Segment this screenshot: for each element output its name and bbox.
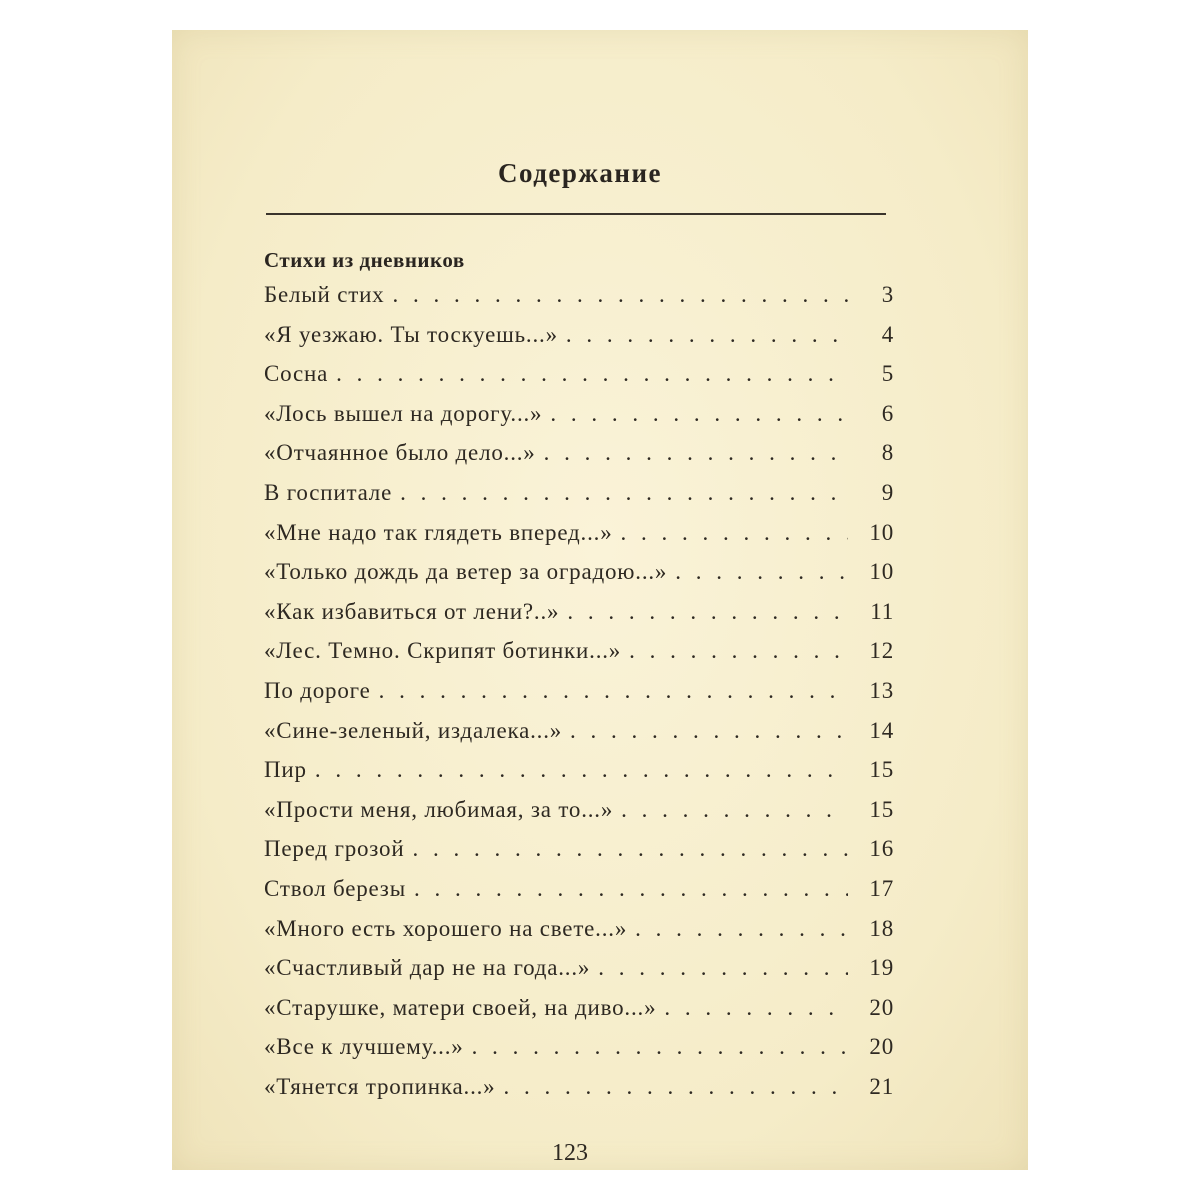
dot-leader (566, 322, 848, 348)
toc-entry-page: 21 (869, 1073, 894, 1099)
toc-entry-title: «Как избавиться от лени?..» (264, 598, 560, 624)
page-number: 123 (552, 1140, 588, 1166)
dot-leader (544, 440, 848, 466)
toc-entry (264, 876, 894, 916)
toc-entry-page: 15 (869, 757, 894, 783)
toc-entry-title: В госпитале (264, 479, 393, 505)
toc-entry-page: 12 (869, 638, 894, 664)
toc-entry-page: 15 (869, 796, 894, 822)
toc-entry-page: 16 (869, 836, 894, 862)
toc-entry-title: «Лес. Темно. Скрипят ботинки...» (264, 638, 622, 664)
toc-entry-title: Ствол березы (264, 875, 406, 901)
dot-leader (675, 559, 848, 585)
toc-entry-title: Перед грозой (264, 836, 405, 862)
toc-entry (264, 480, 894, 520)
toc-entry-page: 4 (881, 321, 894, 347)
toc-entry-title: «Старушке, матери своей, на диво...» (264, 994, 657, 1020)
toc-entry (264, 638, 894, 678)
toc-entry (264, 678, 894, 718)
toc-entry-page: 9 (881, 479, 894, 505)
toc-entry-title: «Счастливый дар не на года...» (264, 955, 591, 981)
dot-leader (315, 757, 848, 783)
toc-entry (264, 559, 894, 599)
dot-leader (472, 1034, 848, 1060)
toc-entry (264, 757, 894, 797)
toc-entry-title: Белый стих (264, 282, 385, 307)
toc-entry (264, 282, 894, 322)
dot-leader (503, 1074, 848, 1100)
dot-leader (567, 599, 848, 625)
toc-entry-page: 10 (869, 559, 894, 585)
table-of-contents (264, 282, 894, 1113)
toc-entry (264, 440, 894, 480)
dot-leader (664, 995, 848, 1021)
toc-entry-title: «Мне надо так глядеть вперед...» (264, 519, 613, 545)
page-heading: Содержание (497, 158, 663, 188)
dot-leader (570, 718, 848, 744)
dot-leader (379, 678, 848, 704)
toc-entry-page: 8 (881, 440, 894, 466)
toc-entry-page: 20 (869, 1034, 894, 1060)
dot-leader (400, 480, 848, 506)
toc-entry-title: «Только дождь да ветер за оградою...» (264, 559, 668, 585)
dot-leader (412, 836, 848, 862)
toc-entry-page: 6 (881, 400, 894, 426)
toc-entry (264, 520, 894, 560)
toc-entry-title: «Тянется тропинка...» (264, 1073, 496, 1099)
toc-entry-title: «Много есть хорошего на свете...» (264, 915, 628, 941)
toc-entry-page: 10 (869, 519, 894, 545)
toc-entry-page: 19 (869, 955, 894, 981)
toc-entry-page: 13 (869, 677, 894, 703)
toc-entry-title: «Все к лучшему...» (264, 1034, 464, 1060)
toc-entry-title: По дороге (264, 677, 371, 703)
dot-leader (414, 876, 848, 902)
toc-entry (264, 401, 894, 441)
dot-leader (392, 282, 848, 308)
toc-entry (264, 1074, 894, 1114)
heading-rule (266, 213, 886, 215)
toc-entry (264, 836, 894, 876)
dot-leader (598, 955, 848, 981)
section-title: Стихи из дневников (264, 248, 465, 272)
toc-entry (264, 1034, 894, 1074)
toc-entry-page: 5 (881, 361, 894, 387)
book-page (172, 30, 1028, 1170)
toc-entry (264, 322, 894, 362)
toc-entry (264, 797, 894, 837)
dot-leader (550, 401, 848, 427)
dot-leader (621, 797, 848, 823)
toc-entry-page: 14 (869, 717, 894, 743)
toc-entry-title: «Отчаянное было дело...» (264, 440, 536, 466)
toc-entry-page: 11 (870, 598, 894, 624)
toc-entry (264, 995, 894, 1035)
toc-entry-title: Пир (264, 757, 307, 783)
toc-entry (264, 361, 894, 401)
toc-entry (264, 599, 894, 639)
toc-entry-page: 17 (869, 875, 894, 901)
toc-entry-page: 3 (881, 282, 894, 307)
dot-leader (621, 520, 848, 546)
toc-entry-page: 18 (869, 915, 894, 941)
toc-entry (264, 916, 894, 956)
toc-entry-title: «Лось вышел на дорогу...» (264, 400, 543, 426)
dot-leader (635, 916, 848, 942)
toc-entry-title: «Прости меня, любимая, за то...» (264, 796, 614, 822)
toc-entry-title: «Я уезжаю. Ты тоскуешь...» (264, 321, 558, 347)
dot-leader (629, 638, 848, 664)
toc-entry (264, 955, 894, 995)
toc-entry (264, 718, 894, 758)
dot-leader (336, 361, 848, 387)
toc-entry-title: «Сине-зеленый, издалека...» (264, 717, 563, 743)
toc-entry-page: 20 (869, 994, 894, 1020)
toc-entry-title: Сосна (264, 361, 329, 387)
